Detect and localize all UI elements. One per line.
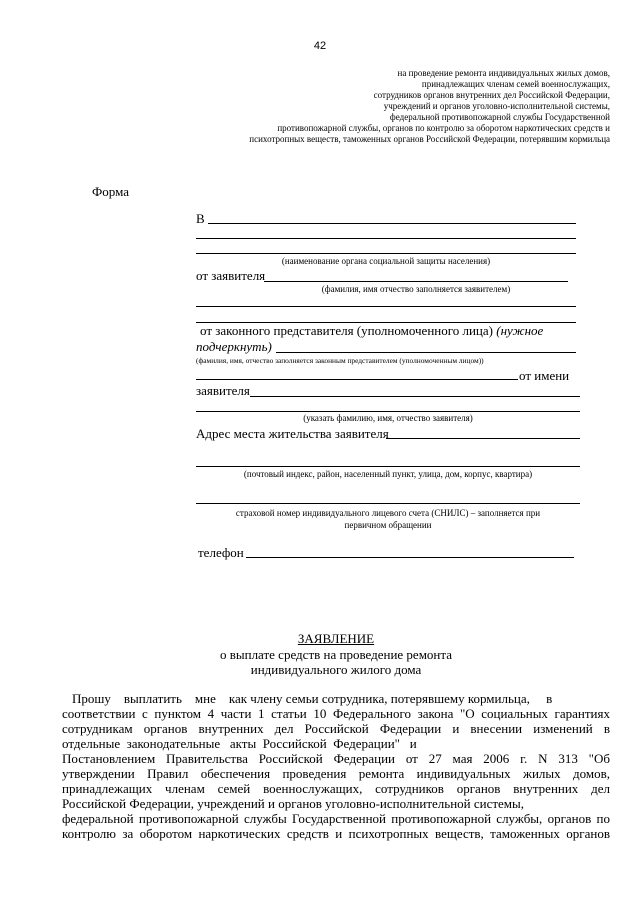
behalf-line[interactable] bbox=[196, 379, 518, 380]
body-line: утверждении Правил обеспечения проведения ремонта индивидуальных жилых домов, bbox=[62, 766, 610, 781]
body-line: сотрудникам органов внутренних дел Российской Федерации и внесении изменений в bbox=[62, 721, 610, 736]
snils-caption-1: страховой номер индивидуального лицевого счета (СНИЛС) – заполняется при bbox=[235, 508, 541, 518]
body-line: Прошу выплатить мне как члену семьи сотрудника, потерявшему кормильца, в bbox=[72, 691, 553, 706]
snils-line[interactable] bbox=[196, 503, 580, 504]
authority-line-3[interactable] bbox=[196, 253, 576, 254]
applicant-caption: (фамилия, имя отчество заполняется заявителем) bbox=[321, 284, 511, 294]
representative-label: от законного представителя (уполномоченного лица) (нужное bbox=[200, 323, 544, 338]
body-line: отдельные законодательные акты Российской Федерации" и bbox=[62, 736, 417, 751]
phone-line[interactable] bbox=[246, 557, 574, 558]
representative-line[interactable] bbox=[276, 352, 576, 353]
body-line: Постановлением Правительства Российской Федерации от 27 мая 2006 г. N 313 "Об bbox=[62, 751, 610, 766]
on-behalf-label: от имени bbox=[519, 368, 570, 383]
underline-note: (нужное bbox=[496, 323, 544, 338]
authority-line-2[interactable] bbox=[196, 238, 576, 239]
address-caption: (почтовый индекс, район, населенный пункт, улица, дом, корпус, квартира) bbox=[243, 469, 533, 479]
applicant-word: заявителя bbox=[196, 383, 250, 398]
address-line-2[interactable] bbox=[196, 466, 580, 467]
form-label: Форма bbox=[92, 184, 129, 199]
to-prefix: В bbox=[196, 211, 205, 226]
phone-label: телефон bbox=[198, 545, 244, 560]
applicant-name-line[interactable] bbox=[250, 396, 580, 397]
document-title: ЗАЯВЛЕНИЕ bbox=[297, 631, 375, 646]
header-line: психотропных веществ, таможенных органов Российской Федерации, потерявшим кормильца bbox=[249, 134, 610, 144]
snils-caption-2: первичном обращении bbox=[344, 520, 432, 530]
applicant-name-line-2[interactable] bbox=[196, 411, 580, 412]
from-applicant-label: от заявителя bbox=[196, 268, 266, 283]
header-line: принадлежащих членам семей военнослужащих, bbox=[421, 79, 610, 89]
applicant-name-caption: (указать фамилию, имя, отчество заявителя) bbox=[303, 413, 473, 423]
applicant-line[interactable] bbox=[264, 281, 568, 282]
header-line: противопожарной службы, органов по контролю за оборотом наркотических средств и bbox=[277, 123, 610, 133]
body-line: Российской Федерации, учреждений и органов уголовно-исполнительной системы, bbox=[62, 796, 525, 811]
body-line: контролю за оборотом наркотических средств и психотропных веществ, таможенных органов bbox=[62, 826, 610, 841]
underline-note-2: подчеркнуть) bbox=[196, 339, 272, 354]
authority-caption: (наименование органа социальной защиты населения) bbox=[281, 256, 491, 266]
representative-caption: (фамилия, имя, отчество заполняется законным представителем (уполномоченным лицом)) bbox=[196, 356, 484, 365]
header-line: на проведение ремонта индивидуальных жилых домов, bbox=[397, 68, 610, 78]
applicant-line-2[interactable] bbox=[196, 306, 576, 307]
document-subtitle-2: индивидуального жилого дома bbox=[250, 662, 422, 677]
header-line: федеральной противопожарной службы Государственной bbox=[389, 112, 610, 122]
header-line: учреждений и органов уголовно-исполнительной системы, bbox=[383, 101, 610, 111]
body-line: соответствии с пунктом 4 части 1 статьи 10 Федерального закона "О социальных гарантиях bbox=[62, 706, 610, 721]
authority-line-1[interactable] bbox=[208, 223, 576, 224]
header-line: сотрудников органов внутренних дел Российской Федерации, bbox=[373, 90, 610, 100]
page-number: 42 bbox=[313, 40, 327, 52]
body-line: федеральной противопожарной службы Государственной противопожарной службы, органов по bbox=[62, 811, 610, 826]
address-label: Адрес места жительства заявителя bbox=[196, 426, 389, 441]
body-line: принадлежащих членам семей военнослужащих, сотрудников органов внутренних дел bbox=[62, 781, 610, 796]
document-subtitle-1: о выплате средств на проведение ремонта bbox=[219, 647, 452, 662]
address-line[interactable] bbox=[386, 438, 580, 439]
